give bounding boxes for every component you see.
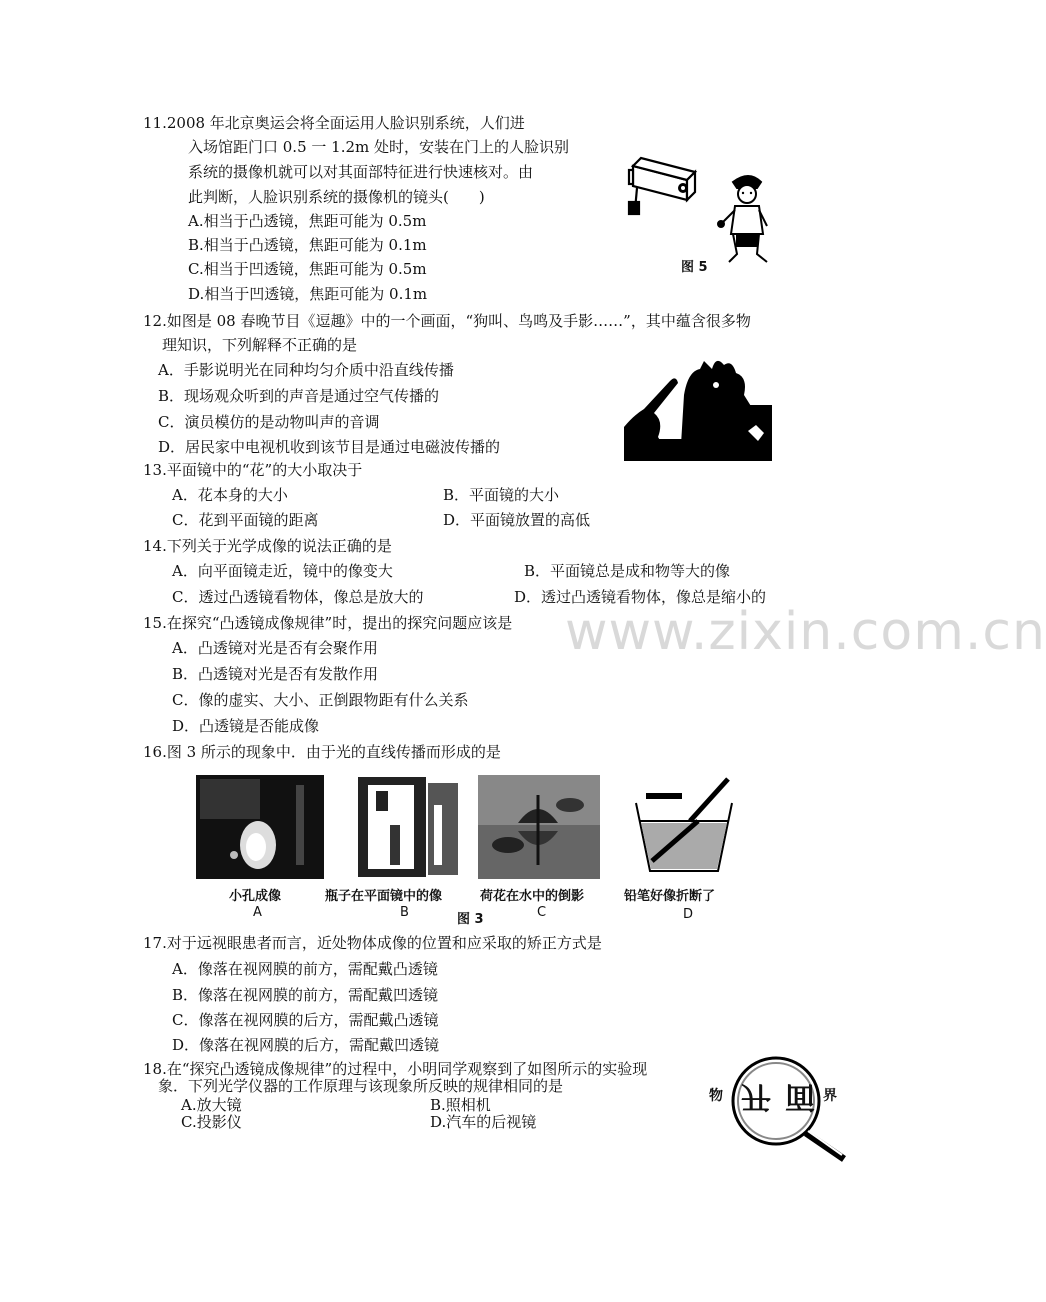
q13-option-a: A．花本身的大小: [172, 486, 288, 504]
q14-option-c: C．透过凸透镜看物体，像总是放大的: [172, 588, 424, 606]
fig3-label-a: A: [253, 905, 262, 920]
q17-option-c: C．像落在视网膜的后方，需配戴凸透镜: [172, 1011, 439, 1029]
q13-stem: 13.平面镜中的“花”的大小取决于: [143, 461, 363, 479]
fig3-caption-c: 荷花在水中的倒影: [480, 889, 585, 904]
q11-line1: 11.2008 年北京奥运会将全面运用人脸识别系统，人们进: [143, 114, 525, 132]
q17-option-d: D．像落在视网膜的后方，需配戴凹透镜: [172, 1036, 440, 1054]
magnifier-text-left: 物: [709, 1088, 723, 1104]
figure-3-caption: 图 3: [457, 912, 484, 927]
q18-option-b: B.照相机: [430, 1096, 491, 1114]
q12-option-b: B．现场观众听到的声音是通过空气传播的: [158, 387, 440, 405]
q15-option-a: A．凸透镜对光是否有会聚作用: [172, 639, 378, 657]
fig3-label-c: C: [537, 905, 547, 920]
q11-option-a: A.相当于凸透镜，焦距可能为 0.5m: [188, 212, 427, 230]
magnifier-text-mid1: 开: [741, 1079, 771, 1114]
q18-line2: 象．下列光学仪器的工作原理与该现象所反映的规律相同的是: [158, 1077, 564, 1095]
q15-option-b: B．凸透镜对光是否有发散作用: [172, 665, 379, 683]
q11-option-c: C.相当于凹透镜，焦距可能为 0.5m: [188, 260, 427, 278]
watermark: www.zixin.com.cn: [565, 602, 1046, 662]
q13-option-d: D．平面镜放置的高低: [443, 511, 591, 529]
q13-option-b: B．平面镜的大小: [443, 486, 560, 504]
q14-stem: 14.下列关于光学成像的说法正确的是: [143, 537, 392, 555]
pencil-in-water-figure: [632, 775, 736, 879]
q12-option-a: A．手影说明光在同种均匀介质中沿直线传播: [158, 361, 454, 379]
q18-option-a: A.放大镜: [181, 1096, 242, 1114]
q14-option-a: A．向平面镜走近，镜中的像变大: [172, 562, 393, 580]
fig3-caption-b: 瓶子在平面镜中的像: [325, 889, 443, 904]
fig3-label-b: B: [400, 905, 409, 920]
pinhole-image-photo: [196, 775, 324, 879]
q12-line2: 理知识，下列解释不正确的是: [162, 336, 358, 354]
q17-option-b: B．像落在视网膜的前方，需配戴凹透镜: [172, 986, 439, 1004]
magnifier-text-right: 界: [823, 1088, 837, 1104]
magnifying-glass-figure: [704, 1055, 852, 1165]
fig3-label-d: D: [683, 907, 694, 922]
bottle-mirror-photo: [348, 775, 464, 879]
q12-option-c: C．演员模仿的是动物叫声的音调: [158, 413, 380, 431]
figure-5-caption: 图 5: [681, 260, 708, 275]
q11-line2: 入场馆距门口 0.5 一 1.2m 处时，安装在门上的人脸识别: [188, 138, 570, 156]
q15-stem: 15.在探究“凸透镜成像规律”时，提出的探究问题应该是: [143, 614, 513, 632]
q11-option-d: D.相当于凹透镜，焦距可能为 0.1m: [188, 285, 428, 303]
q14-option-b: B．平面镜总是成和物等大的像: [524, 562, 731, 580]
q15-option-c: C．像的虚实、大小、正倒跟物距有什么关系: [172, 691, 469, 709]
q12-option-d: D．居民家中电视机收到该节目是通过电磁波传播的: [158, 438, 501, 456]
q14-option-d: D．透过凸透镜看物体，像总是缩小的: [514, 588, 767, 606]
q11-option-b: B.相当于凸透镜，焦距可能为 0.1m: [188, 236, 427, 254]
q17-stem: 17.对于远视眼患者而言，近处物体成像的位置和应采取的矫正方式是: [143, 934, 602, 952]
q18-line1: 18.在“探究凸透镜成像规律”的过程中，小明同学观察到了如图所示的实验现: [143, 1060, 648, 1078]
fig3-caption-d: 铅笔好像折断了: [624, 889, 716, 904]
q13-option-c: C．花到平面镜的距离: [172, 511, 319, 529]
lotus-reflection-photo: [478, 775, 600, 879]
q11-line4: 此判断，人脸识别系统的摄像机的镜头( ): [188, 188, 485, 206]
q16-stem: 16.图 3 所示的现象中．由于光的直线传播而形成的是: [143, 743, 501, 761]
magnifier-text-mid2: 面: [785, 1079, 815, 1114]
q12-line1: 12.如图是 08 春晚节目《逗趣》中的一个画面，“狗叫、鸟鸣及手影……”，其中蕴含很多物: [143, 312, 751, 330]
q18-option-c: C.投影仪: [181, 1113, 242, 1131]
q15-option-d: D．凸透镜是否能成像: [172, 717, 320, 735]
fig3-caption-a: 小孔成像: [229, 889, 282, 904]
q11-line3: 系统的摄像机就可以对其面部特征进行快速核对。由: [188, 163, 534, 181]
camera-and-person-figure: [625, 152, 785, 272]
q17-option-a: A．像落在视网膜的前方，需配戴凸透镜: [172, 960, 438, 978]
q18-option-d: D.汽车的后视镜: [430, 1113, 537, 1131]
hand-shadow-figure: [624, 355, 772, 461]
